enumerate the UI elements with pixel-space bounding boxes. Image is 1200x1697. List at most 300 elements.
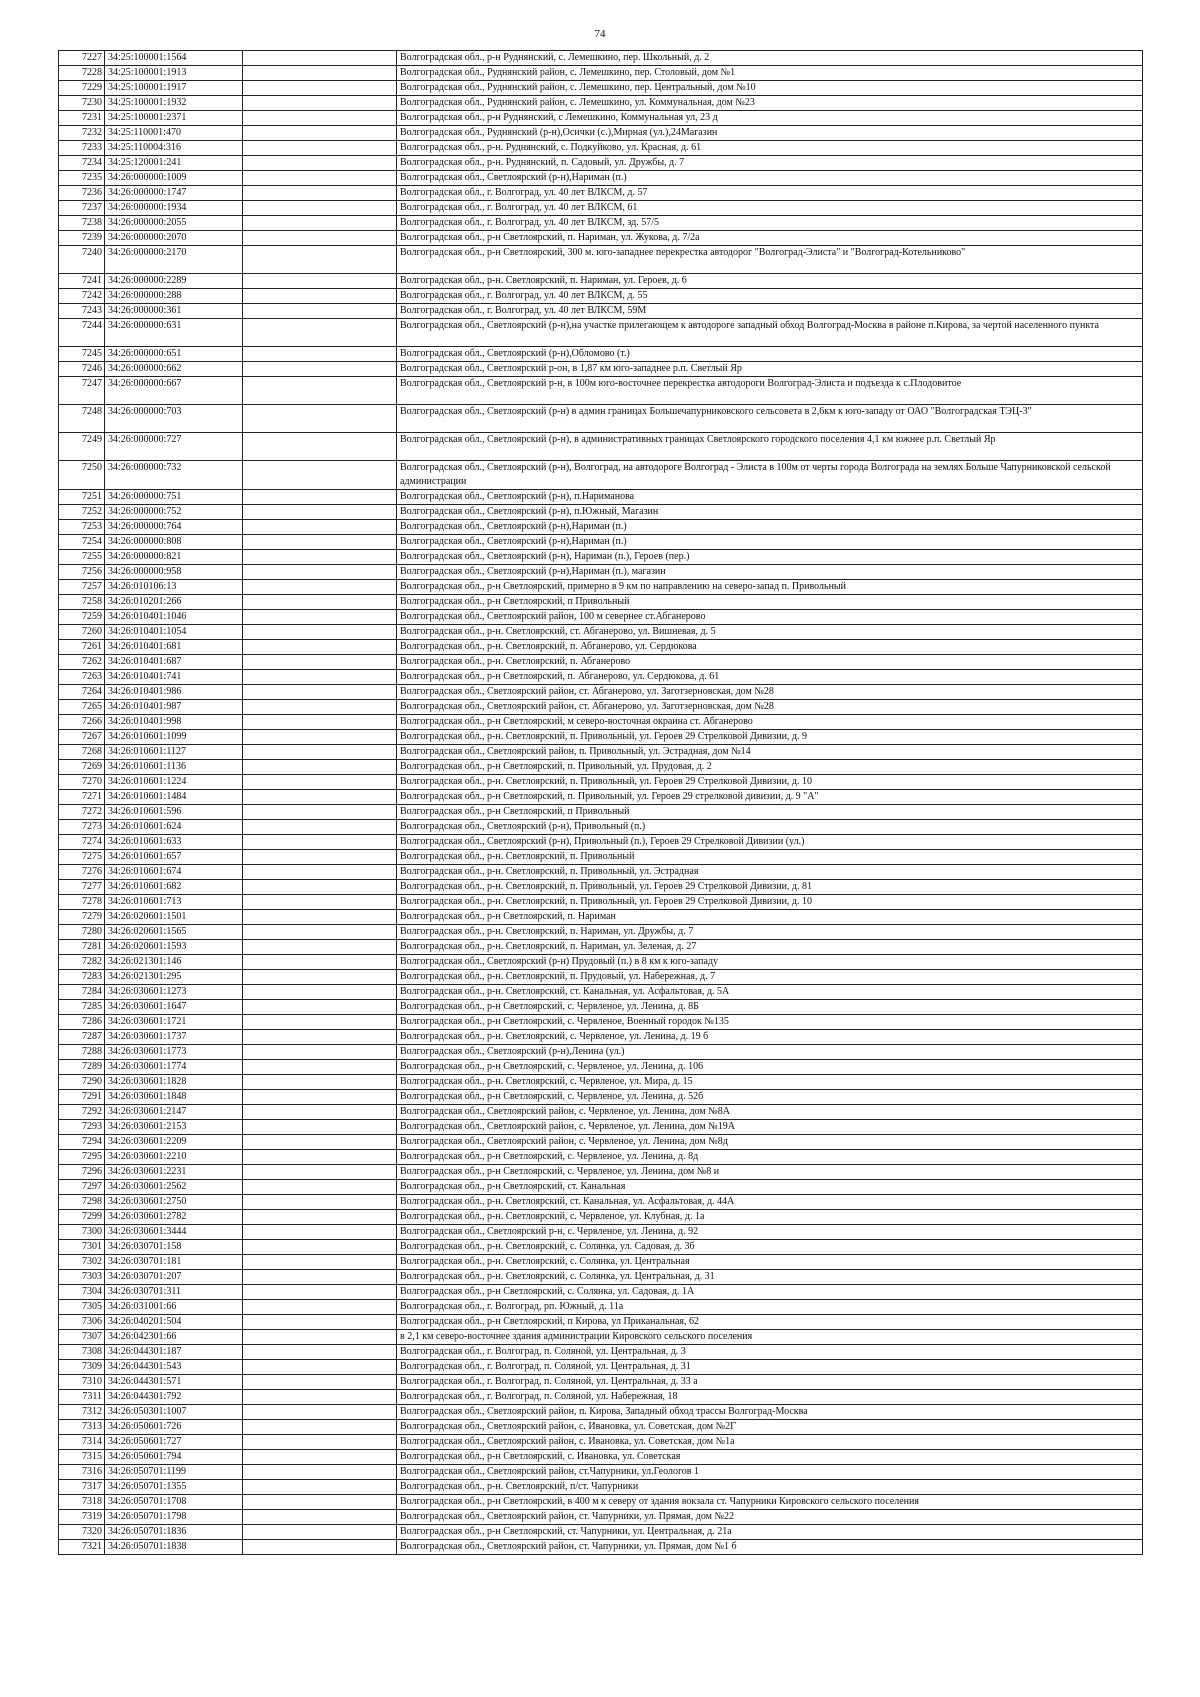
row-number-cell: 7241 xyxy=(59,274,105,289)
table-row xyxy=(59,640,1143,655)
cadastral-number-cell: 34:26:050701:1836 xyxy=(105,1525,243,1540)
address-cell: Волгоградская обл., г. Волгоград, ул. 40 лет ВЛКСМ, 59М xyxy=(397,304,1143,319)
object-name-cell xyxy=(243,433,397,461)
object-name-cell xyxy=(243,640,397,655)
object-name-cell xyxy=(243,955,397,970)
object-name-cell xyxy=(243,865,397,880)
cadastral-number-cell: 34:26:030601:1737 xyxy=(105,1030,243,1045)
cadastral-number-cell: 34:26:000000:821 xyxy=(105,550,243,565)
object-name-cell xyxy=(243,670,397,685)
cadastral-number-cell: 34:26:010601:1224 xyxy=(105,775,243,790)
row-number-cell: 7249 xyxy=(59,433,105,461)
cadastral-number-cell: 34:26:050701:1708 xyxy=(105,1495,243,1510)
address-cell: Волгоградская обл., г. Волгоград, ул. 40 лет ВЛКСМ, 61 xyxy=(397,201,1143,216)
address-cell: Волгоградская обл., Светлоярский район, ст. Чапурники, ул. Прямая, дом №22 xyxy=(397,1510,1143,1525)
object-name-cell xyxy=(243,304,397,319)
object-name-cell xyxy=(243,1360,397,1375)
row-number-cell: 7238 xyxy=(59,216,105,231)
row-number-cell: 7247 xyxy=(59,377,105,405)
address-cell: Волгоградская обл., Светлоярский район, ст.Чапурники, ул.Геологов 1 xyxy=(397,1465,1143,1480)
address-cell: Волгоградская обл., р-н Светлоярский, с. Червленое, ул. Ленина, д. 8Б xyxy=(397,1000,1143,1015)
row-number-cell: 7270 xyxy=(59,775,105,790)
cadastral-number-cell: 34:26:044301:187 xyxy=(105,1345,243,1360)
table-row xyxy=(59,126,1143,141)
row-number-cell: 7280 xyxy=(59,925,105,940)
address-cell: Волгоградская обл., р-н. Светлоярский, п. Абганерово, ул. Сердюкова xyxy=(397,640,1143,655)
row-number-cell: 7295 xyxy=(59,1150,105,1165)
table-row xyxy=(59,880,1143,895)
row-number-cell: 7287 xyxy=(59,1030,105,1045)
table-row xyxy=(59,1480,1143,1495)
row-number-cell: 7306 xyxy=(59,1315,105,1330)
object-name-cell xyxy=(243,274,397,289)
object-name-cell xyxy=(243,1030,397,1045)
object-name-cell xyxy=(243,1180,397,1195)
table-row xyxy=(59,1105,1143,1120)
table-row xyxy=(59,1330,1143,1345)
object-name-cell xyxy=(243,655,397,670)
object-name-cell xyxy=(243,1255,397,1270)
cadastral-number-cell: 34:26:000000:808 xyxy=(105,535,243,550)
object-name-cell xyxy=(243,970,397,985)
cadastral-number-cell: 34:26:030601:1721 xyxy=(105,1015,243,1030)
table-row xyxy=(59,1165,1143,1180)
cadastral-number-cell: 34:26:010601:682 xyxy=(105,880,243,895)
object-name-cell xyxy=(243,1150,397,1165)
object-name-cell xyxy=(243,1390,397,1405)
object-name-cell xyxy=(243,760,397,775)
table-row xyxy=(59,580,1143,595)
address-cell: Волгоградская обл., Светлоярский (р-н) Прудовый (п.) в 8 км к юго-западу xyxy=(397,955,1143,970)
cadastral-number-cell: 34:25:100001:1917 xyxy=(105,81,243,96)
address-cell: Волгоградская обл., р-н Светлоярский, в 400 м к северу от здания вокзала ст. Чапурники Кировского сельского поселения xyxy=(397,1495,1143,1510)
table-row xyxy=(59,1405,1143,1420)
cadastral-number-cell: 34:26:000000:732 xyxy=(105,461,243,490)
object-name-cell xyxy=(243,171,397,186)
object-name-cell xyxy=(243,1285,397,1300)
cadastral-number-cell: 34:26:030601:1848 xyxy=(105,1090,243,1105)
cadastral-number-cell: 34:25:110001:470 xyxy=(105,126,243,141)
row-number-cell: 7260 xyxy=(59,625,105,640)
page-number: 74 xyxy=(594,28,606,40)
cadastral-number-cell: 34:26:010401:987 xyxy=(105,700,243,715)
row-number-cell: 7240 xyxy=(59,246,105,274)
object-name-cell xyxy=(243,520,397,535)
cadastral-number-cell: 34:26:030601:1828 xyxy=(105,1075,243,1090)
row-number-cell: 7278 xyxy=(59,895,105,910)
address-cell: Волгоградская обл., Светлоярский район, ст. Чапурники, ул. Прямая, дом №1 б xyxy=(397,1540,1143,1555)
table-row xyxy=(59,1015,1143,1030)
object-name-cell xyxy=(243,96,397,111)
address-cell: Волгоградская обл., Светлоярский (р-н), п.Южный, Магазин xyxy=(397,505,1143,520)
object-name-cell xyxy=(243,141,397,156)
row-number-cell: 7227 xyxy=(59,51,105,66)
address-cell: Волгоградская обл., р-н. Светлоярский, п. Прудовый, ул. Набережная, д. 7 xyxy=(397,970,1143,985)
address-cell: Волгоградская обл., р-н. Светлоярский, с. Червленое, ул. Мира, д. 15 xyxy=(397,1075,1143,1090)
row-number-cell: 7304 xyxy=(59,1285,105,1300)
row-number-cell: 7253 xyxy=(59,520,105,535)
table-row xyxy=(59,1075,1143,1090)
address-cell: Волгоградская обл., р-н Светлоярский, м северо-восточная окраина ст. Абганерово xyxy=(397,715,1143,730)
address-cell: Волгоградская обл., Светлоярский (р-н),на участке прилегающем к автодороге западный обход Волгоград-Москва в районе п.Кирова, за чертой населенного пункта xyxy=(397,319,1143,347)
address-cell: Волгоградская обл., г. Волгоград, ул. 40 лет ВЛКСМ, зд. 57/5 xyxy=(397,216,1143,231)
cadastral-number-cell: 34:26:030701:311 xyxy=(105,1285,243,1300)
row-number-cell: 7292 xyxy=(59,1105,105,1120)
object-name-cell xyxy=(243,201,397,216)
address-cell: Волгоградская обл., р-н. Светлоярский, п. Привольный, ул. Эстрадная xyxy=(397,865,1143,880)
object-name-cell xyxy=(243,715,397,730)
row-number-cell: 7234 xyxy=(59,156,105,171)
table-row xyxy=(59,550,1143,565)
row-number-cell: 7294 xyxy=(59,1135,105,1150)
cadastral-number-cell: 34:26:042301:66 xyxy=(105,1330,243,1345)
cadastral-number-cell: 34:26:050701:1199 xyxy=(105,1465,243,1480)
table-row xyxy=(59,405,1143,433)
table-row xyxy=(59,1255,1143,1270)
table-row xyxy=(59,66,1143,81)
object-name-cell xyxy=(243,730,397,745)
cadastral-number-cell: 34:26:000000:1934 xyxy=(105,201,243,216)
address-cell: Волгоградская обл., р-н. Руднянский, п. Садовый, ул. Дружбы, д. 7 xyxy=(397,156,1143,171)
address-cell: Волгоградская обл., р-н Руднянский, с. Лемешкино, пер. Школьный, д. 2 xyxy=(397,51,1143,66)
row-number-cell: 7277 xyxy=(59,880,105,895)
table-row xyxy=(59,760,1143,775)
object-name-cell xyxy=(243,595,397,610)
cadastral-number-cell: 34:26:010401:998 xyxy=(105,715,243,730)
cadastral-number-cell: 34:26:010401:1054 xyxy=(105,625,243,640)
cadastral-number-cell: 34:26:030701:207 xyxy=(105,1270,243,1285)
cadastral-number-cell: 34:26:010601:1127 xyxy=(105,745,243,760)
object-name-cell xyxy=(243,1195,397,1210)
object-name-cell xyxy=(243,835,397,850)
row-number-cell: 7271 xyxy=(59,790,105,805)
row-number-cell: 7299 xyxy=(59,1210,105,1225)
address-cell: Волгоградская обл., г. Волгоград, п. Соляной, ул. Центральная, д. 33 а xyxy=(397,1375,1143,1390)
cadastral-number-cell: 34:26:050301:1007 xyxy=(105,1405,243,1420)
cadastral-number-cell: 34:26:000000:667 xyxy=(105,377,243,405)
address-cell: Волгоградская обл., Руднянский район, с. Лемешкино, пер. Центральный, дом №10 xyxy=(397,81,1143,96)
table-row xyxy=(59,700,1143,715)
table-row xyxy=(59,925,1143,940)
cadastral-number-cell: 34:26:050701:1798 xyxy=(105,1510,243,1525)
address-cell: Волгоградская обл., р-н Светлоярский, п. Привольный, ул. Героев 29 стрелковой дивизии, д. 9 "А" xyxy=(397,790,1143,805)
row-number-cell: 7289 xyxy=(59,1060,105,1075)
table-row xyxy=(59,790,1143,805)
address-cell: Волгоградская обл., р-н Светлоярский, с. Солянка, ул. Садовая, д. 1А xyxy=(397,1285,1143,1300)
table-row xyxy=(59,274,1143,289)
object-name-cell xyxy=(243,1510,397,1525)
cadastral-number-cell: 34:26:010601:1099 xyxy=(105,730,243,745)
address-cell: Волгоградская обл., Светлоярский р-н, в 100м юго-восточнее перекрестка автодороги Волгоград-Элиста и подъезда к с.Плодовитое xyxy=(397,377,1143,405)
object-name-cell xyxy=(243,231,397,246)
object-name-cell xyxy=(243,1090,397,1105)
table-row xyxy=(59,745,1143,760)
cadastral-number-cell: 34:26:030601:2750 xyxy=(105,1195,243,1210)
cadastral-number-cell: 34:26:010601:674 xyxy=(105,865,243,880)
address-cell: Волгоградская обл., Светлоярский (р-н),Обломово (т.) xyxy=(397,347,1143,362)
address-cell: Волгоградская обл., Руднянский район, с. Лемешкино, пер. Столовый, дом №1 xyxy=(397,66,1143,81)
table-row xyxy=(59,955,1143,970)
cadastral-number-cell: 34:26:030601:1774 xyxy=(105,1060,243,1075)
table-row xyxy=(59,610,1143,625)
row-number-cell: 7307 xyxy=(59,1330,105,1345)
row-number-cell: 7286 xyxy=(59,1015,105,1030)
cadastral-number-cell: 34:26:030701:181 xyxy=(105,1255,243,1270)
cadastral-number-cell: 34:26:010601:1136 xyxy=(105,760,243,775)
object-name-cell xyxy=(243,685,397,700)
address-cell: Волгоградская обл., Светлоярский район, с. Ивановка, ул. Советская, дом №1а xyxy=(397,1435,1143,1450)
cadastral-number-cell: 34:26:044301:792 xyxy=(105,1390,243,1405)
cadastral-number-cell: 34:26:050601:726 xyxy=(105,1420,243,1435)
object-name-cell xyxy=(243,925,397,940)
row-number-cell: 7276 xyxy=(59,865,105,880)
object-name-cell xyxy=(243,580,397,595)
row-number-cell: 7232 xyxy=(59,126,105,141)
object-name-cell xyxy=(243,550,397,565)
table-row xyxy=(59,1270,1143,1285)
object-name-cell xyxy=(243,940,397,955)
object-name-cell xyxy=(243,535,397,550)
cadastral-number-cell: 34:26:031001:66 xyxy=(105,1300,243,1315)
object-name-cell xyxy=(243,347,397,362)
table-row xyxy=(59,81,1143,96)
address-cell: Волгоградская обл., г. Волгоград, ул. 40 лет ВЛКСМ, д. 57 xyxy=(397,186,1143,201)
table-row xyxy=(59,231,1143,246)
cadastral-number-cell: 34:26:030601:2210 xyxy=(105,1150,243,1165)
table-row xyxy=(59,246,1143,274)
object-name-cell xyxy=(243,1015,397,1030)
object-name-cell xyxy=(243,362,397,377)
address-cell: Волгоградская обл., Руднянский район, с. Лемешкино, ул. Коммунальная, дом №23 xyxy=(397,96,1143,111)
cadastral-number-cell: 34:25:100001:1564 xyxy=(105,51,243,66)
table-row xyxy=(59,1525,1143,1540)
row-number-cell: 7313 xyxy=(59,1420,105,1435)
cadastral-number-cell: 34:26:040201:504 xyxy=(105,1315,243,1330)
table-row xyxy=(59,111,1143,126)
address-cell: Волгоградская обл., г. Волгоград, п. Соляной, ул. Центральная, д. 31 xyxy=(397,1360,1143,1375)
address-cell: Волгоградская обл., р-н. Светлоярский, с. Солянка, ул. Центральная xyxy=(397,1255,1143,1270)
row-number-cell: 7319 xyxy=(59,1510,105,1525)
address-cell: Волгоградская обл., р-н. Светлоярский, п. Привольный, ул. Героев 29 Стрелковой Дивизии, д. 10 xyxy=(397,895,1143,910)
address-cell: Волгоградская обл., р-н Светлоярский, с. Червленое, ул. Ленина, д. 106 xyxy=(397,1060,1143,1075)
table-row xyxy=(59,565,1143,580)
cadastral-number-cell: 34:26:000000:2289 xyxy=(105,274,243,289)
object-name-cell xyxy=(243,745,397,760)
object-name-cell xyxy=(243,216,397,231)
cadastral-number-cell: 34:26:021301:295 xyxy=(105,970,243,985)
address-cell: Волгоградская обл., Светлоярский район, п. Привольный, ул. Эстрадная, дом №14 xyxy=(397,745,1143,760)
cadastral-number-cell: 34:26:000000:752 xyxy=(105,505,243,520)
row-number-cell: 7246 xyxy=(59,362,105,377)
cadastral-number-cell: 34:25:100001:1913 xyxy=(105,66,243,81)
cadastral-number-cell: 34:26:030601:2147 xyxy=(105,1105,243,1120)
row-number-cell: 7243 xyxy=(59,304,105,319)
object-name-cell xyxy=(243,156,397,171)
object-name-cell xyxy=(243,1420,397,1435)
object-name-cell xyxy=(243,910,397,925)
table-row xyxy=(59,1135,1143,1150)
object-name-cell xyxy=(243,1270,397,1285)
row-number-cell: 7282 xyxy=(59,955,105,970)
row-number-cell: 7263 xyxy=(59,670,105,685)
object-name-cell xyxy=(243,1315,397,1330)
table-row xyxy=(59,985,1143,1000)
table-row xyxy=(59,535,1143,550)
row-number-cell: 7274 xyxy=(59,835,105,850)
row-number-cell: 7248 xyxy=(59,405,105,433)
address-cell: Волгоградская обл., Светлоярский (р-н),Нариман (п.) xyxy=(397,171,1143,186)
address-cell: Волгоградская обл., р-н. Светлоярский, п. Привольный, ул. Героев 29 Стрелковой Дивизии, д. 81 xyxy=(397,880,1143,895)
object-name-cell xyxy=(243,1495,397,1510)
object-name-cell xyxy=(243,1465,397,1480)
table-row xyxy=(59,715,1143,730)
cadastral-number-cell: 34:26:050601:727 xyxy=(105,1435,243,1450)
table-row xyxy=(59,201,1143,216)
address-cell: Волгоградская обл., р-н Светлоярский, п Привольный xyxy=(397,805,1143,820)
table-row xyxy=(59,141,1143,156)
cadastral-number-cell: 34:26:050701:1838 xyxy=(105,1540,243,1555)
row-number-cell: 7250 xyxy=(59,461,105,490)
table-row xyxy=(59,1420,1143,1435)
object-name-cell xyxy=(243,377,397,405)
row-number-cell: 7252 xyxy=(59,505,105,520)
cadastral-number-cell: 34:26:010601:1484 xyxy=(105,790,243,805)
address-cell: Волгоградская обл., Светлоярский (р-н) в админ границах Большечапурниковского сельсовета в 2,6км к юго-западу от ОАО "Волгоградская ТЭЦ-3" xyxy=(397,405,1143,433)
cadastral-number-cell: 34:26:000000:727 xyxy=(105,433,243,461)
table-row xyxy=(59,685,1143,700)
table-row xyxy=(59,730,1143,745)
cadastral-number-cell: 34:26:000000:288 xyxy=(105,289,243,304)
address-cell: Волгоградская обл., Светлоярский (р-н), Привольный (п.), Героев 29 Стрелковой Дивизии (ул.) xyxy=(397,835,1143,850)
address-cell: Волгоградская обл., Светлоярский район, с. Червленое, ул. Ленина, дом №8А xyxy=(397,1105,1143,1120)
address-cell: Волгоградская обл., р-н. Светлоярский, п. Нариман, ул. Дружбы, д. 7 xyxy=(397,925,1143,940)
table-row xyxy=(59,1540,1143,1555)
address-cell: Волгоградская обл., р-н. Светлоярский, п/ст. Чапурники xyxy=(397,1480,1143,1495)
table-row xyxy=(59,520,1143,535)
object-name-cell xyxy=(243,246,397,274)
row-number-cell: 7281 xyxy=(59,940,105,955)
address-cell: в 2,1 км северо-восточнее здания администрации Кировского сельского поселения xyxy=(397,1330,1143,1345)
table-row xyxy=(59,835,1143,850)
table-row xyxy=(59,96,1143,111)
cadastral-number-cell: 34:25:110004:316 xyxy=(105,141,243,156)
row-number-cell: 7245 xyxy=(59,347,105,362)
address-cell: Волгоградская обл., Светлоярский (р-н), Волгоград, на автодороге Волгоград - Элиста в 100м от черты города Волгограда на землях Больше Чапурниковской сельской администрации xyxy=(397,461,1143,490)
row-number-cell: 7254 xyxy=(59,535,105,550)
row-number-cell: 7244 xyxy=(59,319,105,347)
cadastral-number-cell: 34:26:000000:1009 xyxy=(105,171,243,186)
address-cell: Волгоградская обл., г. Волгоград, рп. Южный, д. 11а xyxy=(397,1300,1143,1315)
row-number-cell: 7283 xyxy=(59,970,105,985)
row-number-cell: 7300 xyxy=(59,1225,105,1240)
address-cell: Волгоградская обл., Светлоярский район, с. Червленое, ул. Ленина, дом №19А xyxy=(397,1120,1143,1135)
cadastral-number-cell: 34:26:030601:1647 xyxy=(105,1000,243,1015)
object-name-cell xyxy=(243,1405,397,1420)
table-body xyxy=(59,51,1143,1555)
address-cell: Волгоградская обл., р-н Светлоярский, с. Червленое, ул. Ленина, д. 8д xyxy=(397,1150,1143,1165)
table-row xyxy=(59,186,1143,201)
cadastral-number-cell: 34:26:044301:571 xyxy=(105,1375,243,1390)
row-number-cell: 7267 xyxy=(59,730,105,745)
object-name-cell xyxy=(243,289,397,304)
row-number-cell: 7296 xyxy=(59,1165,105,1180)
address-cell: Волгоградская обл., Светлоярский район, 100 м севернее ст.Абганерово xyxy=(397,610,1143,625)
cadastral-number-cell: 34:26:000000:764 xyxy=(105,520,243,535)
object-name-cell xyxy=(243,1480,397,1495)
address-cell: Волгоградская обл., р-н Руднянский, с Лемешкино, Коммунальная ул, 23 д xyxy=(397,111,1143,126)
object-name-cell xyxy=(243,1075,397,1090)
table-row xyxy=(59,304,1143,319)
cadastral-number-cell: 34:26:050701:1355 xyxy=(105,1480,243,1495)
cadastral-number-cell: 34:26:010601:596 xyxy=(105,805,243,820)
row-number-cell: 7268 xyxy=(59,745,105,760)
cadastral-number-cell: 34:26:030601:2782 xyxy=(105,1210,243,1225)
row-number-cell: 7256 xyxy=(59,565,105,580)
row-number-cell: 7321 xyxy=(59,1540,105,1555)
table-row xyxy=(59,1315,1143,1330)
address-cell: Волгоградская обл., р-н Светлоярский, п. Абганерово, ул. Сердюкова, д. 61 xyxy=(397,670,1143,685)
object-name-cell xyxy=(243,610,397,625)
address-cell: Волгоградская обл., р-н Светлоярский, п Кирова, ул Приканальная, 62 xyxy=(397,1315,1143,1330)
table-row xyxy=(59,1390,1143,1405)
row-number-cell: 7230 xyxy=(59,96,105,111)
row-number-cell: 7257 xyxy=(59,580,105,595)
address-cell: Волгоградская обл., Светлоярский р-он, в 1,87 км юго-западнее р.п. Светлый Яр xyxy=(397,362,1143,377)
object-name-cell xyxy=(243,1225,397,1240)
row-number-cell: 7293 xyxy=(59,1120,105,1135)
address-cell: Волгоградская обл., р-н. Светлоярский, п. Нариман, ул. Зеленая, д. 27 xyxy=(397,940,1143,955)
address-cell: Волгоградская обл., р-н Светлоярский, п. Привольный, ул. Прудовая, д. 2 xyxy=(397,760,1143,775)
object-name-cell xyxy=(243,985,397,1000)
row-number-cell: 7233 xyxy=(59,141,105,156)
table-row xyxy=(59,1225,1143,1240)
address-cell: Волгоградская обл., Светлоярский (р-н), Привольный (п.) xyxy=(397,820,1143,835)
cadastral-number-cell: 34:26:020601:1501 xyxy=(105,910,243,925)
table-row xyxy=(59,910,1143,925)
registry-table xyxy=(58,50,1143,1555)
address-cell: Волгоградская обл., р-н. Светлоярский, с. Червленое, ул. Клубная, д. 1а xyxy=(397,1210,1143,1225)
row-number-cell: 7302 xyxy=(59,1255,105,1270)
table-row xyxy=(59,1435,1143,1450)
table-row xyxy=(59,1375,1143,1390)
cadastral-number-cell: 34:26:030601:2153 xyxy=(105,1120,243,1135)
object-name-cell xyxy=(243,186,397,201)
cadastral-number-cell: 34:26:010401:687 xyxy=(105,655,243,670)
table-row xyxy=(59,655,1143,670)
table-row xyxy=(59,347,1143,362)
object-name-cell xyxy=(243,461,397,490)
table-row xyxy=(59,1345,1143,1360)
address-cell: Волгоградская обл., р-н Светлоярский, ст. Чапурники, ул. Центральная, д. 21а xyxy=(397,1525,1143,1540)
row-number-cell: 7318 xyxy=(59,1495,105,1510)
object-name-cell xyxy=(243,1210,397,1225)
table-row xyxy=(59,51,1143,66)
object-name-cell xyxy=(243,895,397,910)
address-cell: Волгоградская обл., р-н. Светлоярский, ст. Канальная, ул. Асфальтовая, д. 44А xyxy=(397,1195,1143,1210)
row-number-cell: 7265 xyxy=(59,700,105,715)
object-name-cell xyxy=(243,1045,397,1060)
address-cell: Волгоградская обл., р-н Светлоярский, с. Ивановка, ул. Советская xyxy=(397,1450,1143,1465)
row-number-cell: 7310 xyxy=(59,1375,105,1390)
object-name-cell xyxy=(243,1120,397,1135)
table-row xyxy=(59,970,1143,985)
table-row xyxy=(59,1360,1143,1375)
address-cell: Волгоградская обл., Светлоярский (р-н), в административных границах Светлоярского городского поселения 4,1 км южнее р.п. Светлый Яр xyxy=(397,433,1143,461)
address-cell: Волгоградская обл., р-н. Руднянский, с. Подкуйково, ул. Красная, д. 61 xyxy=(397,141,1143,156)
cadastral-number-cell: 34:26:010401:741 xyxy=(105,670,243,685)
row-number-cell: 7239 xyxy=(59,231,105,246)
cadastral-number-cell: 34:26:000000:1747 xyxy=(105,186,243,201)
